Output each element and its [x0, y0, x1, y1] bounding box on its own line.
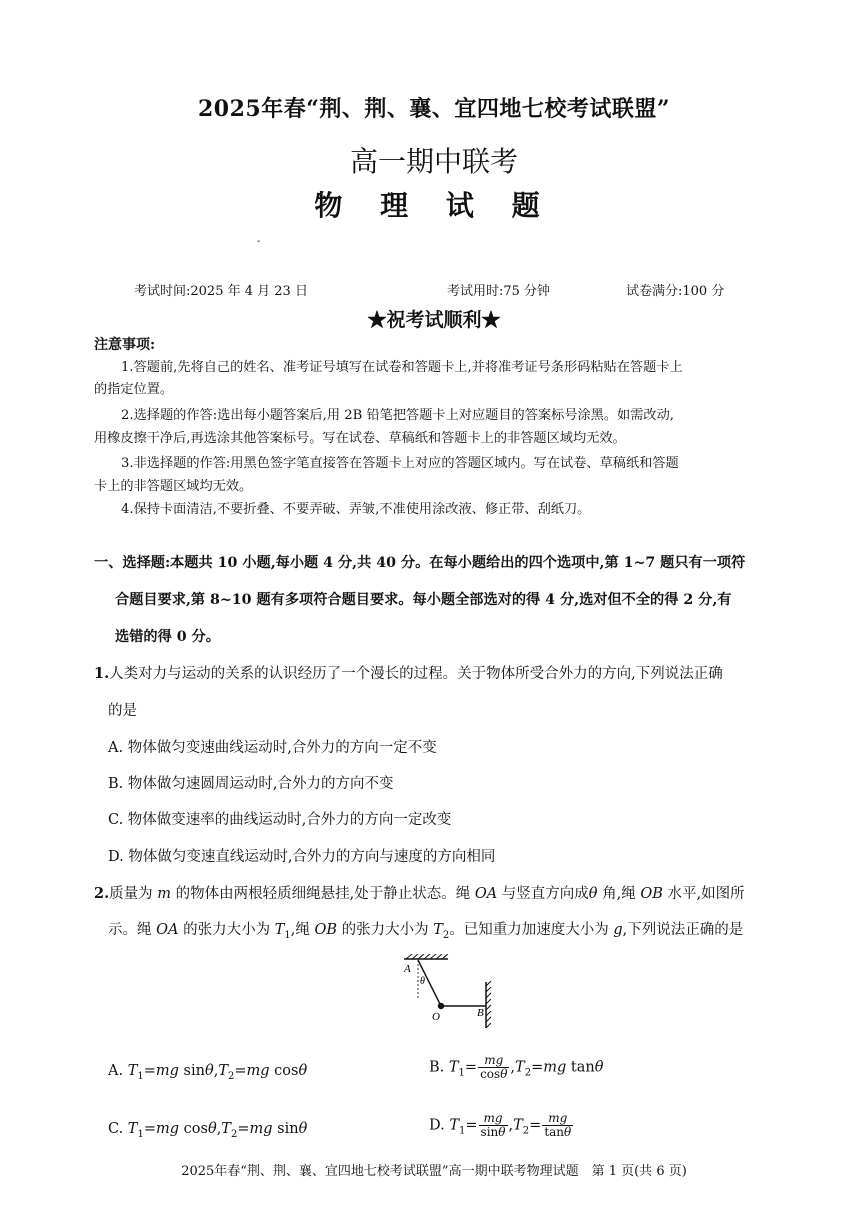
note-line: 3.非选择题的作答:用黑色签字笔直接答在答题卡上对应的答题区域内。写在试卷、草稿纸和答题 — [121, 456, 679, 471]
rope-ob: OB — [314, 922, 337, 938]
page-footer: 2025年春“荆、荆、襄、宜四地七校考试联盟”高一期中联考物理试题 第 1 页(共 6 页) — [181, 1164, 687, 1179]
text: 示。绳 — [108, 922, 157, 938]
q2-option-c: C. $T_1=mg$ $\cos\theta,T_2=mg$ sinθ — [108, 1121, 308, 1140]
note-line: 1.答题前,先将自己的姓名、准考证号填写在试卷和答题卡上,并将准考证号条形码粘贴在答题卡上 — [121, 360, 683, 375]
q1-option-d: D. 物体做匀变速直线运动时,合外力的方向与速度的方向相同 — [108, 849, 496, 865]
good-luck-banner: ★祝考试顺利★ — [367, 309, 501, 331]
stray-dash: - — [257, 236, 261, 247]
question-number: 1. — [94, 665, 110, 682]
text: 与竖直方向成 — [497, 886, 589, 902]
note-line: 2.选择题的作答:选出每小题答案后,用 2B 铅笔把答题卡上对应题目的答案标号涂黑。如需改动, — [121, 408, 674, 423]
point-a-label: A — [404, 963, 411, 975]
exam-alliance-title: 2025年春“荆、荆、襄、宜四地七校考试联盟” — [197, 96, 671, 122]
q2-option-a: A. $T_1=mg$ $\sin\theta,T_2=mg$ cosθ — [108, 1063, 308, 1082]
text: 的张力大小为 — [337, 922, 434, 938]
option-label: D. — [429, 1117, 450, 1134]
exam-duration: 考试用时:75 分钟 — [447, 284, 551, 299]
rope-ob: OB — [640, 886, 663, 902]
section-instructions-line: 合题目要求,第 8~10 题有多项符合题目要求。每小题全部选对的得 4 分,选对但不全的得 2 分,有 — [115, 592, 732, 608]
option-label: C. — [108, 1121, 128, 1137]
question-number: 2. — [94, 885, 110, 902]
text: 的张力大小为 — [178, 922, 275, 938]
text: 角,绳 — [597, 886, 641, 902]
section-instructions-line: 选错的得 0 分。 — [115, 629, 220, 645]
notes-title: 注意事项: — [94, 337, 156, 353]
q2-option-b: B. $T_1=$ $\frac{mg}{\cos\theta}$ $,T_2=mg$ tanθ — [429, 1053, 604, 1081]
option-label: B. — [429, 1059, 449, 1076]
tension-symbol: T — [274, 922, 285, 938]
tension-symbol: T — [433, 922, 443, 938]
note-line: 卡上的非答题区域均无效。 — [94, 479, 253, 494]
text: 水平,如图所 — [662, 886, 745, 902]
text: ,下列说法正确的是 — [622, 922, 744, 938]
rope-oa: OA — [156, 922, 179, 938]
question-text: 人类对力与运动的关系的认识经历了一个漫长的过程。关于物体所受合外力的方向,下列说法正确 — [109, 666, 723, 682]
q1-option-b: B. 物体做匀速圆周运动时,合外力的方向不变 — [108, 776, 394, 792]
text: 。已知重力加速度大小为 — [449, 922, 614, 938]
q2-option-d: D. $T_1=$ $\frac{mg}{\sin\theta}$ $,T_2=$ $\frac{mg}{\tan\theta}$ — [429, 1111, 572, 1139]
note-line: 4.保持卡面清洁,不要折叠、不要弄破、弄皱,不准使用涂改液、修正带、刮纸刀。 — [121, 502, 591, 517]
point-o-label: O — [432, 1011, 440, 1023]
option-label: A. — [108, 1063, 128, 1079]
q1-option-a: A. 物体做匀变速曲线运动时,合外力的方向一定不变 — [108, 740, 437, 756]
note-line: 用橡皮擦干净后,再选涂其他答案标号。写在试卷、草稿纸和答题卡上的非答题区域均无效。 — [94, 431, 626, 446]
full-score: 试卷满分:100 分 — [626, 284, 725, 299]
question-2-stem — [94, 882, 745, 903]
exam-date: 考试时间:2025 年 4 月 23 日 — [134, 284, 308, 299]
exam-subtitle: 高一期中联考 — [349, 145, 518, 178]
subject-title: 物 理 试 题 — [314, 189, 554, 222]
text: ,绳 — [290, 922, 315, 938]
rope-oa: OA — [474, 886, 498, 902]
text: 质量为 — [109, 886, 158, 902]
theta-symbol: θ — [588, 886, 598, 902]
point-b-label: B — [477, 1007, 484, 1019]
question-2-stem-cont: 示。绳 OA 的张力大小为 $T_1$,绳 OB 的张力大小为 $T_2$。已知重力加速度大小为 g,下列说法正确的是 — [108, 922, 744, 941]
rope-suspension-figure — [386, 954, 506, 1032]
text: 的物体由两根轻质细绳悬挂,处于静止状态。绳 — [171, 886, 475, 902]
q1-option-c: C. 物体做变速率的曲线运动时,合外力的方向一定改变 — [108, 812, 452, 828]
theta-label: θ — [420, 976, 425, 987]
note-line: 的指定位置。 — [94, 382, 174, 397]
mass-symbol: m — [157, 886, 171, 902]
question-1-stem — [94, 662, 723, 683]
gravity-symbol: g — [613, 922, 623, 938]
section-instructions-line: 一、选择题:本题共 10 小题,每小题 4 分,共 40 分。在每小题给出的四个选项中,第 1~7 题只有一项符 — [94, 555, 746, 571]
question-1-stem-cont: 的是 — [108, 703, 137, 719]
